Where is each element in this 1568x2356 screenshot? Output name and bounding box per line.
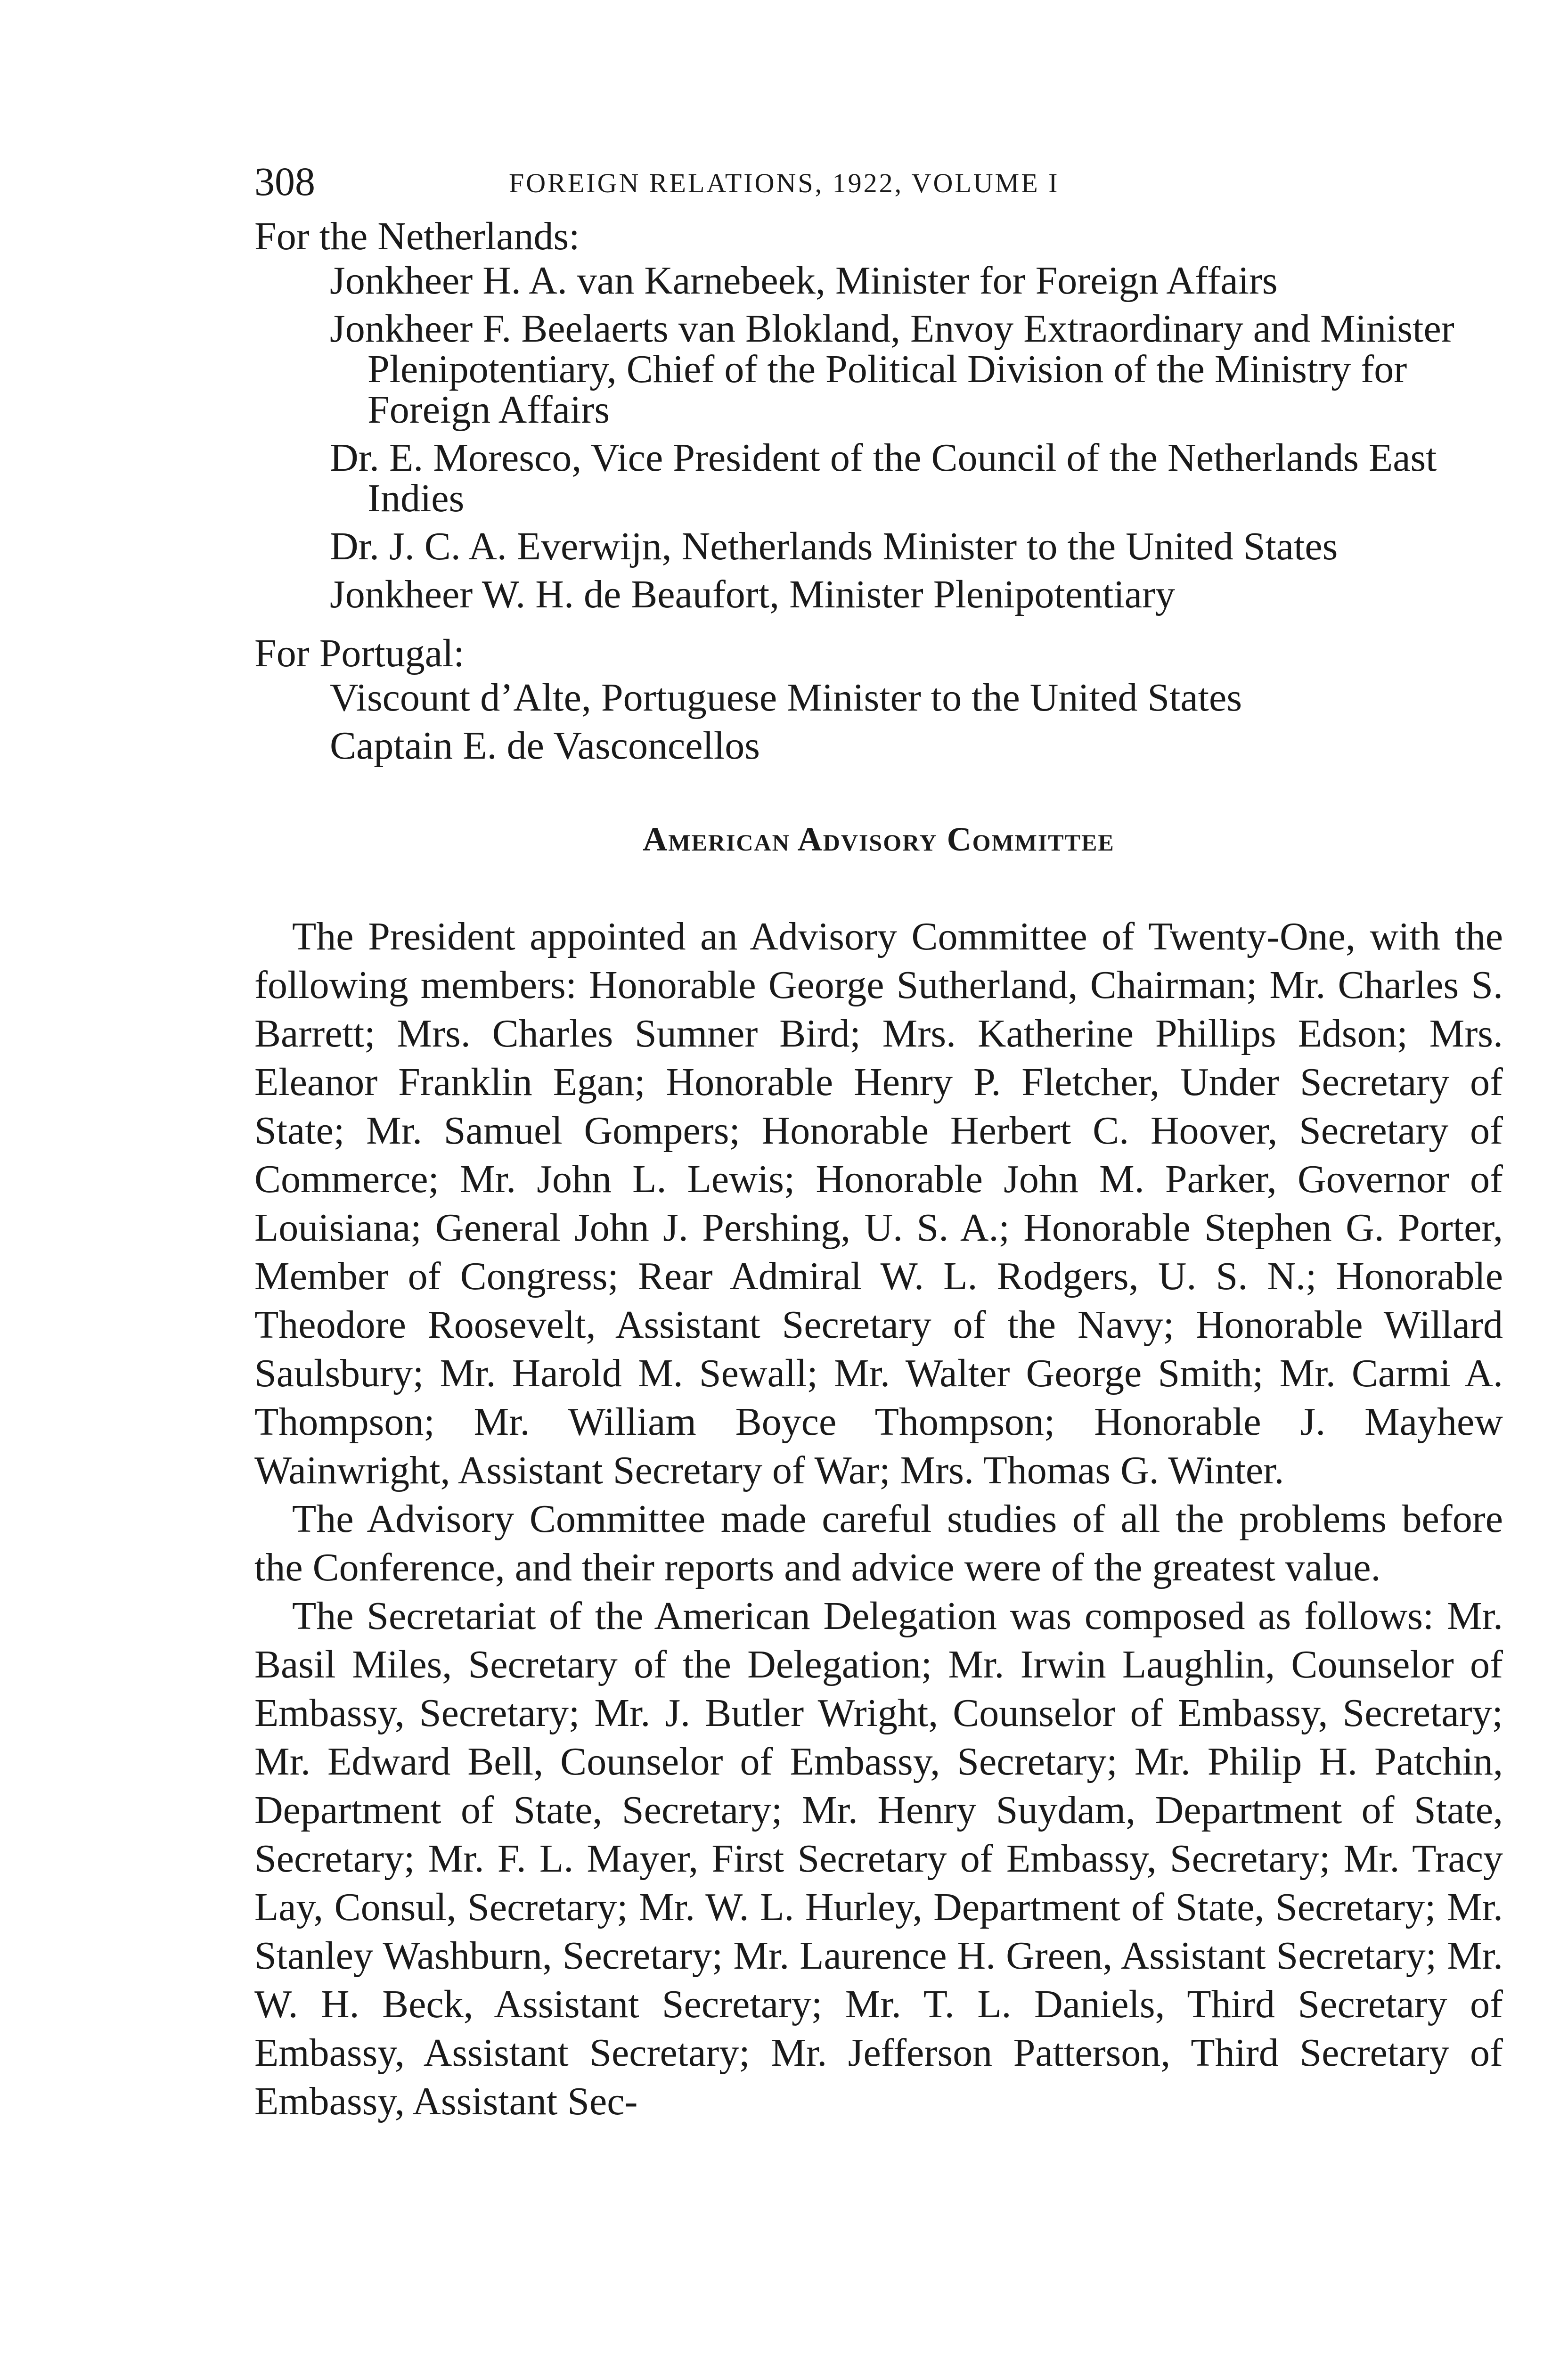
delegation-netherlands (254, 212, 1503, 615)
document-page (254, 155, 1503, 2126)
delegate-entry: Dr. J. C. A. Everwijn, Netherlands Minister to the United States (330, 524, 1338, 568)
running-title: FOREIGN RELATIONS, 1922, VOLUME I (509, 168, 1060, 198)
delegate-entry: Captain E. de Vasconcellos (330, 724, 760, 768)
section-heading: American Advisory Committee (643, 820, 1115, 858)
delegation-label: For the Netherlands: (254, 214, 580, 258)
delegate-entry: Jonkheer W. H. de Beaufort, Minister Plenipotentiary (330, 573, 1175, 616)
delegate-entry: Jonkheer F. Beelaerts van Blokland, Envoy Extraordinary and Minister Plenipotentiary, Chief of the Political Division of the Ministry for Foreign Affairs (330, 307, 1454, 432)
delegate-entry: Dr. E. Moresco, Vice President of the Council of the Netherlands East Indies (330, 436, 1437, 520)
delegate-entry: Jonkheer H. A. van Karnebeek, Minister for Foreign Affairs (330, 259, 1278, 303)
delegation-portugal (254, 629, 1503, 766)
page-number: 308 (254, 159, 315, 204)
delegate-entry: Viscount d’Alte, Portuguese Minister to the United States (330, 676, 1242, 720)
body-paragraph: The Advisory Committee made careful studies of all the problems before the Conference, and their reports and advice were of the greatest value. (254, 1497, 1503, 1589)
body-paragraph: The President appointed an Advisory Committee of Twenty-One, with the following members: Honorable George Sutherland, Chairman; Mr. Charles S. Barrett; Mrs. Charles Sumner Bird; Mrs. Katherine Phillips Edson; Mrs. Eleanor Franklin Egan; Honorable Henry P. Fletcher, Under Secretary of State; Mr. Samuel Gompers; Honorable Herbert C. Hoover, Secretary of Commerce; Mr. John L. Lewis; Honorable John M. Parker, Governor of Louisiana; General John J. Pershing, U. S. A.; Honorable Stephen G. Porter, Member of Congress; Rear Admiral W. L. Rodgers, U. S. N.; Honorable Theodore Roosevelt, Assistant Secretary of the Navy; Honorable Willard Saulsbury; Mr. Harold M. Sewall; Mr. Walter George Smith; Mr. Carmi A. Thompson; Mr. William Boyce Thompson; Honorable J. Mayhew Wainwright, Assistant Secretary of War; Mrs. Thomas G. Winter. (254, 915, 1503, 1492)
delegation-label: For Portugal: (254, 631, 465, 675)
running-head (254, 155, 1503, 212)
body-paragraph: The Secretariat of the American Delegation was composed as follows: Mr. Basil Miles, Secretary of the Delegation; Mr. Irwin Laughlin, Counselor of Embassy, Secretary; Mr. J. Butler Wright, Counselor of Embassy, Secretary; Mr. Edward Bell, Counselor of Embassy, Secretary; Mr. Philip H. Patchin, Department of State, Secretary; Mr. Henry Suydam, Department of State, Secretary; Mr. F. L. Mayer, First Secretary of Embassy, Secretary; Mr. Tracy Lay, Consul, Secretary; Mr. W. L. Hurley, Department of State, Secretary; Mr. Stanley Washburn, Secretary; Mr. Laurence H. Green, Assistant Secretary; Mr. W. H. Beck, Assistant Secretary; Mr. T. L. Daniels, Third Secretary of Embassy, Assistant Secretary; Mr. Jefferson Patterson, Third Secretary of Embassy, Assistant Sec- (254, 1594, 1503, 2123)
